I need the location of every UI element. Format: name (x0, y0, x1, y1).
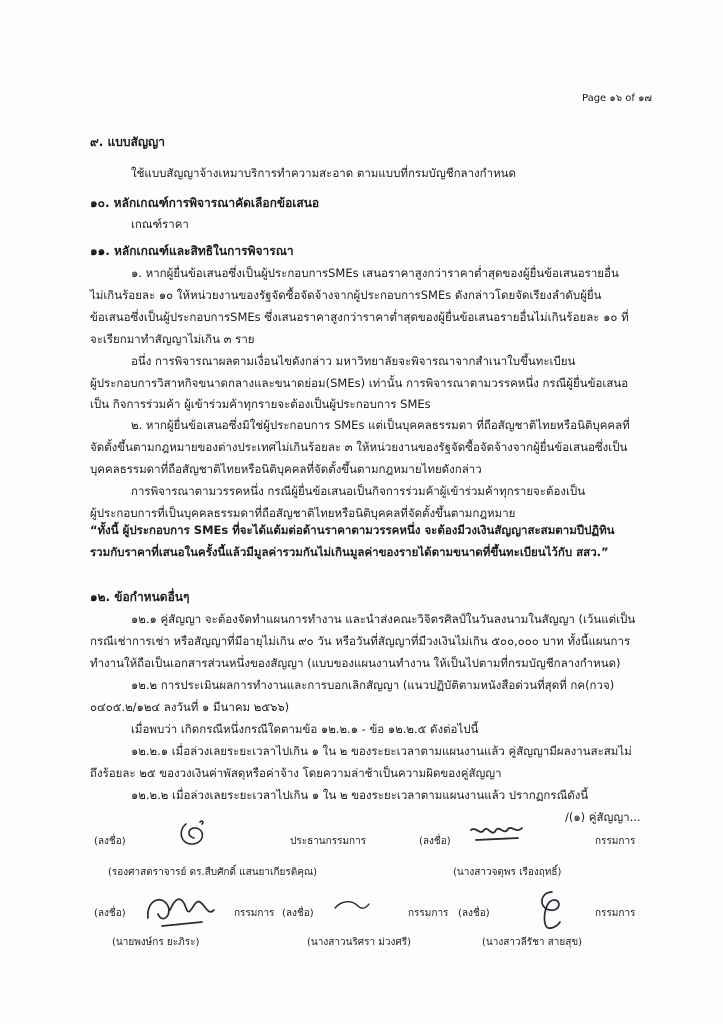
member-role: กรรมการ (595, 836, 636, 847)
section-9-heading: ๙. แบบสัญญา (90, 135, 166, 149)
chair-name: (รองศาสตราจารย์ ดร.สืบศักดิ์ แสนยาเกียรติคุณ) (108, 867, 318, 878)
member-role: กรรมการ (408, 908, 449, 919)
paragraph-line: การพิจารณาตามวรรคหนึ่ง กรณีผู้ยื่นข้อเสนอเป็นกิจการร่วมค้าผู้เข้าร่วมค้าทุกรายจะต้องเป็น (131, 484, 586, 498)
section-9-text: ใช้แบบสัญญาจ้างเหมาบริการทำความสะอาด ตามแบบที่กรมบัญชีกลางกำหนด (131, 166, 516, 180)
signature-chair (172, 818, 216, 852)
paragraph-line: ๑๒.๒.๑ เมื่อล่วงเลยระยะเวลาไปเกิน ๑ ใน ๒ ของระยะเวลาตามแผนงานแล้ว คู่สัญญามีผลงานสะสมไม่ (131, 744, 632, 758)
sign-label: (ลงชื่อ) (94, 836, 126, 847)
signature-member2 (142, 888, 220, 932)
paragraph-line: ๑๒.๑ คู่สัญญา จะต้องจัดทำแผนการทำงาน และนำส่งคณะวิจิตรศิลป์ในวันลงนามในสัญญา (เว้นแต่เป็น (131, 612, 636, 626)
paragraph-line: ๐๔๐๕.๒/๑๒๔ ลงวันที่ ๑ มีนาคม ๒๕๖๖) (90, 700, 290, 714)
paragraph-line: ทำงานให้ถือเป็นเอกสารส่วนหนึ่งของสัญญา (แบบของแผนงานทำงาน ให้เป็นไปตามที่กรมบัญชีกลางกำหนด) (90, 656, 621, 670)
member4-name: (นางสาวลีรัชา สายสุข) (482, 937, 583, 948)
signature-member3 (332, 896, 372, 918)
section-10-heading: ๑๐. หลักเกณฑ์การพิจารณาคัดเลือกข้อเสนอ (90, 196, 320, 210)
member-role: กรรมการ (595, 908, 636, 919)
chair-role: ประธานกรรมการ (290, 836, 367, 847)
sign-label: (ลงชื่อ) (419, 836, 451, 847)
section-10-text: เกณฑ์ราคา (131, 217, 189, 231)
section-12-heading: ๑๒. ข้อกำหนดอื่นๆ (90, 590, 190, 604)
section-11-heading: ๑๑. หลักเกณฑ์และสิทธิในการพิจารณา (90, 244, 294, 258)
paragraph-line: บุคคลธรรมดาที่ถือสัญชาติไทยหรือนิติบุคคลที่จัดตั้งขึ้นตามกฎหมายไทยดังกล่าว (90, 462, 482, 476)
sign-label: (ลงชื่อ) (458, 908, 490, 919)
paragraph-line: ๒. หากผู้ยื่นข้อเสนอซึ่งมิใช่ผู้ประกอบการ SMEs แต่เป็นบุคคลธรรมดา ที่ถือสัญชาติไทยหรือนิติบุคคลที่ (131, 418, 630, 432)
member3-name: (นางสาวนริศรา ม่วงศรี) (307, 937, 411, 948)
paragraph-line: ถึงร้อยละ ๒๕ ของวงเงินค่าพัสดุหรือค่าจ้าง โดยความล่าช้าเป็นความผิดของคู่สัญญา (90, 766, 502, 780)
paragraph-line: เมื่อพบว่า เกิดกรณีหนึ่งกรณีใดตามข้อ ๑๒.๒.๑ - ข้อ ๑๒.๒.๕ ดังต่อไปนี้ (131, 722, 479, 736)
paragraph-line: ๑. หากผู้ยื่นข้อเสนอซึ่งเป็นผู้ประกอบการSMEs เสนอราคาสูงกว่าราคาต่ำสุดของผู้ยื่นข้อเสนอรายอื่น (131, 266, 619, 280)
member2-name: (นายพงษ์กร ยะภิระ) (112, 937, 200, 948)
continuation-text: /(๑) คู่สัญญา... (565, 810, 641, 824)
sign-label: (ลงชื่อ) (94, 908, 126, 919)
sign-label: (ลงชื่อ) (282, 908, 314, 919)
member1-name: (นางสาวจตุพร เรืองฤทธิ์) (453, 867, 562, 878)
paragraph-line: กรณีเช่าการเช่า หรือสัญญาที่มีอายุไม่เกิน ๙๐ วัน หรือวันที่สัญญาที่มีวงเงินไม่เกิน ๕๐๐,๐๐๐ บาท ทั้งนี้แผนการ (90, 634, 631, 648)
paragraph-line: เป็น กิจการร่วมค้า ผู้เข้าร่วมค้าทุกรายจะต้องเป็นผู้ประกอบการ SMEs (90, 397, 431, 411)
paragraph-line: จัดตั้งขึ้นตามกฎหมายของต่างประเทศไม่เกินร้อยละ ๓ ให้หน่วยงานของรัฐจัดซื้อจัดจ้างจากผู้ยื่นข้อเสนอซึ่งเป็น (90, 440, 628, 454)
paragraph-line: ๑๒.๒ การประเมินผลการทำงานและการบอกเลิกสัญญา (แนวปฏิบัติตามหนังสือด่วนที่สุดที่ กค(กวจ) (131, 678, 615, 692)
paragraph-line: ผู้ประกอบการที่เป็นบุคคลธรรมดาที่ถือสัญชาติไทยหรือนิติบุคคลที่จัดตั้งขึ้นตามกฎหมาย (90, 506, 516, 520)
page-number: Page ๑๖ of ๑๗ (582, 93, 652, 104)
bold-note-line: “ทั้งนี้ ผู้ประกอบการ SMEs ที่จะได้แต้มต่อด้านราคาตามวรรคหนึ่ง จะต้องมีวงเงินสัญญาสะสมตามปีปฏิทิน (90, 523, 615, 537)
member-role: กรรมการ (234, 908, 275, 919)
paragraph-line: ข้อเสนอซึ่งเป็นผู้ประกอบการSMEs ซึ่งเสนอราคาสูงกว่าราคาต่ำสุดของผู้ยื่นข้อเสนอรายอื่นไม่เกินร้อยละ ๑๐ ที่ (90, 310, 629, 324)
paragraph-line: ไม่เกินร้อยละ ๑๐ ให้หน่วยงานของรัฐจัดซื้อจัดจ้างจากผู้ประกอบการSMEs ดังกล่าวโดยจัดเรียงลำดับผู้ยื่น (90, 288, 602, 302)
paragraph-line: ผู้ประกอบการวิสาหกิจขนาดกลางและขนาดย่อม(SMEs) เท่านั้น การพิจารณาตามวรรคหนึ่ง กรณีผู้ยื่นข้อเสนอ (90, 376, 629, 390)
paragraph-line: อนึ่ง การพิจารณาผลตามเงื่อนไขดังกล่าว มหาวิทยาลัยจะพิจารณาจากสำเนาใบขึ้นทะเบียน (131, 354, 576, 368)
bold-note-line: รวมกับราคาที่เสนอในครั้งนี้แล้วมีมูลค่ารวมกันไม่เกินมูลค่าของรายได้ตามขนาดที่ขึ้นทะเบียนไว้กับ สสว.” (90, 545, 609, 559)
signature-member1 (468, 822, 526, 848)
paragraph-line: ๑๒.๒.๒ เมื่อล่วงเลยระยะเวลาไปเกิน ๑ ใน ๒ ของระยะเวลาตามแผนงานแล้ว ปรากฏกรณีดังนี้ (131, 788, 589, 802)
paragraph-line: จะเรียกมาทำสัญญาไม่เกิน ๓ ราย (90, 332, 255, 346)
signature-member4 (532, 888, 570, 932)
